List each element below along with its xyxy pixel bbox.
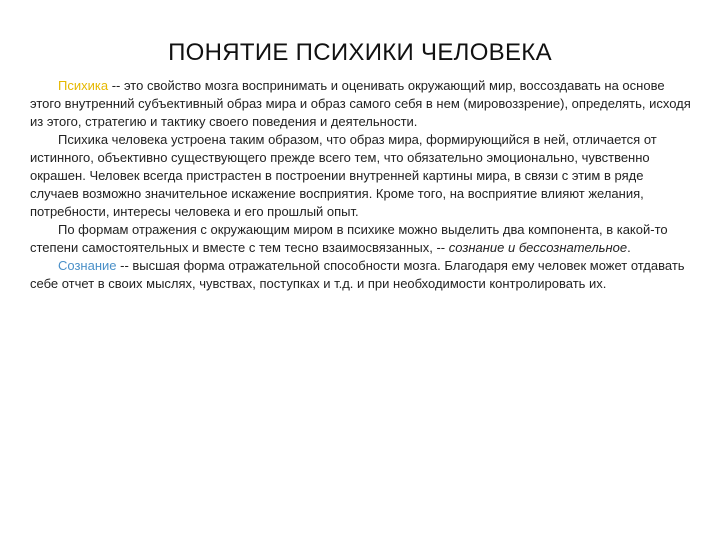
paragraph-components-text: По формам отражения с окружающим миром в психике можно выделить два компонента, в какой-то степени самостоятельных и вместе с тем тесно взаимосвязанных, -- (30, 222, 668, 255)
paragraph-psyche-definition (30, 77, 694, 131)
paragraph-components-end: . (627, 240, 631, 255)
paragraph-psyche-text: -- это свойство мозга воспринимать и оценивать окружающий мир, воссоздавать на основе этого внутренний субъективный образ мира и образ самого себя в нем (мировоззрение), определять, исходя из этого, стратегию и тактику своего поведения и деятельности. (30, 78, 691, 129)
paragraph-psyche-structure (30, 131, 694, 221)
slide-title: ПОНЯТИЕ ПСИХИКИ ЧЕЛОВЕКА (168, 39, 552, 66)
components-italic: сознание и бессознательное (448, 240, 628, 255)
term-psyche: Психика (58, 78, 109, 93)
paragraph-consciousness-text: -- высшая форма отражательной способности мозга. Благодаря ему человек может отдавать себе отчет в своих мыслях, чувствах, поступках и т.д. и при необходимости контролировать их. (30, 258, 685, 291)
paragraph-psyche-structure-text: Психика человека устроена таким образом, что образ мира, формирующийся в ней, отличается от истинного, объективно существующего прежде всего тем, что обязательно эмоционально, чувственно окрашен. Человек всегда пристрастен в построении внутренней картины мира, в связи с этим в ряде случаев возможно значительное искажение восприятия. Кроме того, на восприятие влияют желания, потребности, интересы человека и его прошлый опыт. (30, 132, 657, 219)
paragraph-consciousness (30, 257, 694, 293)
body-text (30, 77, 694, 293)
paragraph-components (30, 221, 694, 257)
term-consciousness: Сознание (58, 258, 117, 273)
